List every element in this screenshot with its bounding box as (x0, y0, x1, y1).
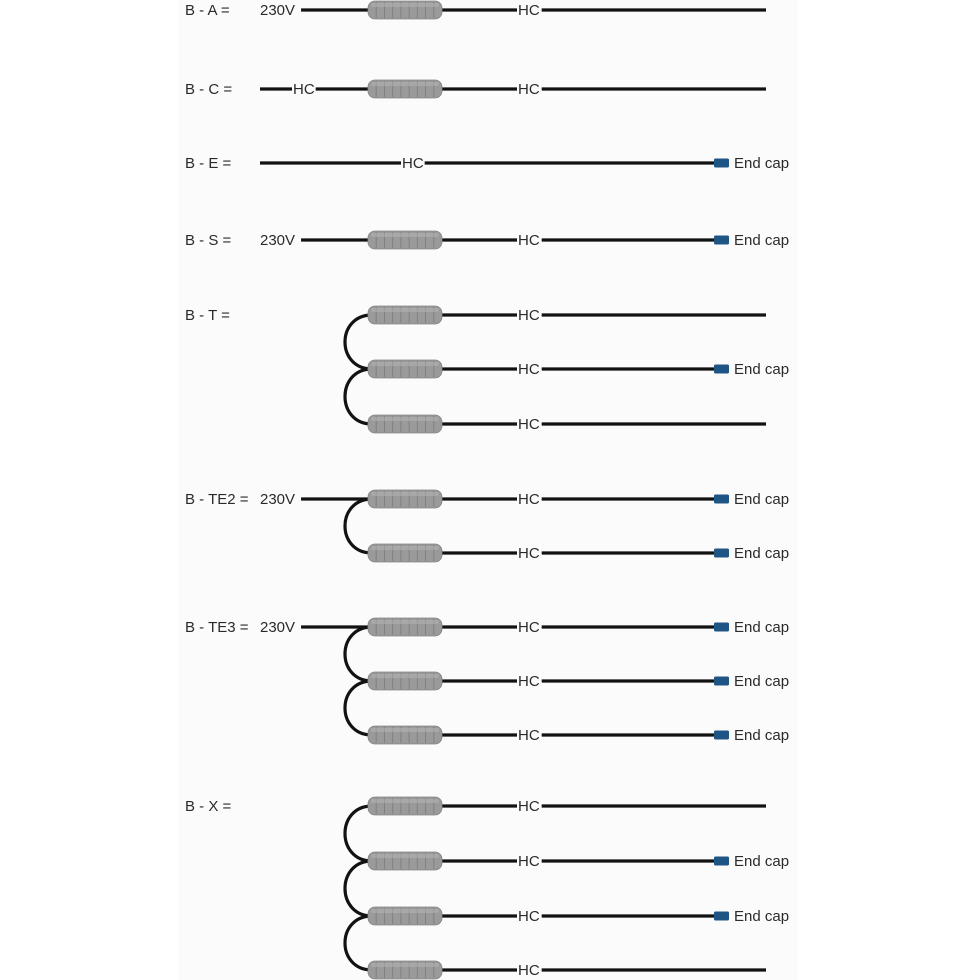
grey-ribbed-connector-icon (368, 415, 442, 433)
grey-ribbed-connector-icon (368, 80, 442, 98)
grey-ribbed-connector-icon (368, 797, 442, 815)
hc-label: HC (518, 619, 540, 636)
end-cap-label: End cap (734, 727, 790, 744)
end-cap-label: End cap (734, 619, 790, 636)
end-cap-label: End cap (734, 232, 790, 249)
hc-label: HC (518, 307, 540, 324)
blue-end-cap-icon (714, 731, 729, 740)
cable-loop (345, 916, 372, 970)
grey-ribbed-connector-icon (368, 907, 442, 925)
hc-label: HC (518, 416, 540, 433)
grey-ribbed-connector-icon (368, 490, 442, 508)
blue-end-cap-icon (714, 495, 729, 504)
grey-ribbed-connector-icon (368, 961, 442, 979)
hc-label: HC (518, 962, 540, 979)
hc-label: HC (518, 673, 540, 690)
end-cap-label: End cap (734, 545, 790, 562)
grey-ribbed-connector-icon (368, 231, 442, 249)
config-row (185, 490, 789, 562)
input-hc-label: HC (293, 81, 315, 98)
grey-ribbed-connector-icon (368, 306, 442, 324)
hc-label: HC (518, 232, 540, 249)
input-voltage-label: 230V (260, 2, 296, 19)
config-row (185, 155, 789, 172)
end-cap-label: End cap (734, 361, 790, 378)
blue-end-cap-icon (714, 549, 729, 558)
cable-loop (345, 861, 372, 916)
grey-ribbed-connector-icon (368, 1, 442, 19)
hc-label: HC (518, 727, 540, 744)
hc-label: HC (518, 798, 540, 815)
config-row (185, 797, 789, 979)
blue-end-cap-icon (714, 365, 729, 374)
hc-label: HC (518, 491, 540, 508)
grey-ribbed-connector-icon (368, 672, 442, 690)
end-cap-label: End cap (734, 908, 790, 925)
config-name-label: B - C = (185, 81, 233, 98)
hc-label: HC (518, 908, 540, 925)
cable-loop (345, 681, 372, 735)
blue-end-cap-icon (714, 236, 729, 245)
grey-ribbed-connector-icon (368, 726, 442, 744)
end-cap-label: End cap (734, 853, 790, 870)
config-name-label: B - TE2 = (185, 491, 249, 508)
config-row (185, 80, 766, 98)
hc-label: HC (518, 361, 540, 378)
grey-ribbed-connector-icon (368, 544, 442, 562)
cable-loop (345, 627, 372, 681)
hc-label: HC (518, 81, 540, 98)
grey-ribbed-connector-icon (368, 852, 442, 870)
config-row (185, 231, 789, 249)
config-name-label: B - X = (185, 798, 232, 815)
config-name-label: B - T = (185, 307, 230, 324)
hc-label: HC (402, 155, 424, 172)
config-name-label: B - E = (185, 155, 232, 172)
end-cap-label: End cap (734, 491, 790, 508)
blue-end-cap-icon (714, 677, 729, 686)
cable-loop (345, 806, 372, 861)
input-voltage-label: 230V (260, 232, 296, 249)
config-name-label: B - S = (185, 232, 232, 249)
grey-ribbed-connector-icon (368, 360, 442, 378)
blue-end-cap-icon (714, 912, 729, 921)
config-name-label: B - A = (185, 2, 230, 19)
input-voltage-label: 230V (260, 619, 296, 636)
hc-label: HC (518, 853, 540, 870)
cable-loop (345, 315, 372, 369)
config-row (185, 306, 789, 433)
input-voltage-label: 230V (260, 491, 296, 508)
end-cap-label: End cap (734, 155, 790, 172)
grey-ribbed-connector-icon (368, 618, 442, 636)
end-cap-label: End cap (734, 673, 790, 690)
hc-label: HC (518, 2, 540, 19)
config-row (185, 618, 789, 744)
hc-label: HC (518, 545, 540, 562)
cable-loop (345, 369, 372, 424)
cable-loop (345, 499, 372, 553)
config-name-label: B - TE3 = (185, 619, 249, 636)
blue-end-cap-icon (714, 159, 729, 168)
config-row (185, 1, 766, 19)
blue-end-cap-icon (714, 623, 729, 632)
blue-end-cap-icon (714, 857, 729, 866)
